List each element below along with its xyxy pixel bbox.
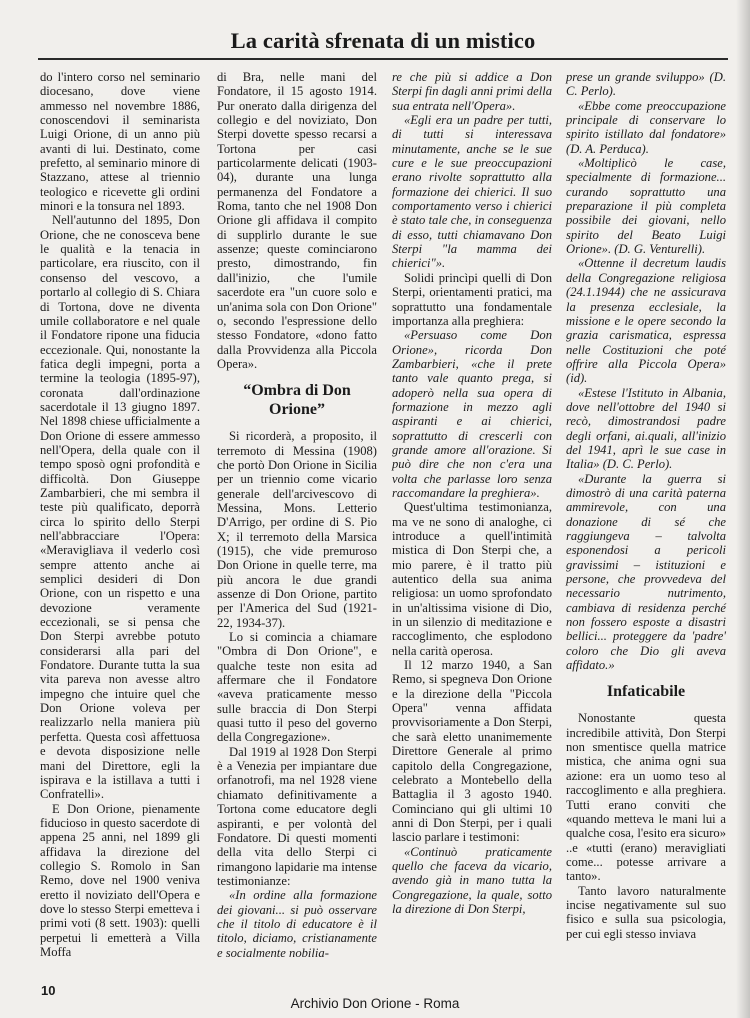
paragraph: do l'intero corso nel seminario diocesano, dove viene ammesso nel novembre 1886, conoscendovi il seminarista Luigi Orione, di un anno più avanti di lui. Destinato, come prefetto, al seminario minore di Stazzano, attese al triennio teologico e ricevette gli ordini minori e la tonsura nel 1893. <box>40 70 200 214</box>
quote-paragraph: prese un grande sviluppo» (D. C. Perlo). <box>566 70 726 99</box>
page-title: La carità sfrenata di un mistico <box>230 28 536 53</box>
paragraph: E Don Orione, pienamente fiducioso in questo sacerdote di appena 25 anni, nel 1899 gli affidava la direzione del collegio S. Romolo in San Remo, dove nel 1900 veniva eretto il noviziato dell'Opera e dove lo stesso Sterpi emetteva i primi voti (8 sett. 1903): quelli perpetui li emetterà a Villa Moffa <box>40 801 200 959</box>
quote-paragraph: «Ebbe come preoccupazione principale di conservare lo spirito istillato dal fondatore» (D. A. Perduca). <box>566 98 726 156</box>
paragraph: Tanto lavoro naturalmente incise negativamente sul suo fisico e sulla sua psicologia, per cui egli stesso inviava <box>566 883 726 941</box>
quote-paragraph: re che più si addice a Don Sterpi fin dagli anni primi della sua entrata nell'Opera». <box>392 70 552 113</box>
quote-paragraph: «Estese l'Istituto in Albania, dove nell'ottobre del 1940 si recò, dimostrandosi padre degli orfani, ai.quali, all'inizio del 1941, aprì le sue case in Italia» (D. C. Perlo). <box>566 385 726 472</box>
text-column-4 <box>566 70 726 941</box>
section-heading: Infaticabile <box>606 683 686 701</box>
paragraph: Dal 1919 al 1928 Don Sterpi è a Venezia per impiantare due orfanotrofi, ma nel 1928 viene chiamato definitivamente a Tortona come educatore degli aspiranti, e per volontà del Fondatore. Di questi momenti della vita dello Sterpi ci rimangono lapidarie ma intense testimonianze: <box>217 744 377 888</box>
quote-paragraph: «Egli era un padre per tutti, di tutti si interessava minutamente, anche se le sue cure e le sue preoccupazioni erano rivolte soprattutto alla formazione dei chierici. Il suo comportamento verso i chierici è stato tale che, in conseguenza di esso, tutti chiamavano Don Sterpi "la mamma dei chierici"». <box>392 113 552 271</box>
paragraph: Si ricorderà, a proposito, il terremoto di Messina (1908) che portò Don Orione in Sicilia per un triennio come vicario generale dell'arcivescovo di Messina, Mons. Letterio D'Arrigo, per ordine di S. Pio X; il terremoto della Marsica (1915), che vide premuroso Don Orione in quelle terre, ma più ancora le due grandi assenze di Don Orione, partito per l'America del Sud (1921-22, 1934-37). <box>217 429 377 630</box>
text-column-2 <box>217 70 377 960</box>
paragraph: Il 12 marzo 1940, a San Remo, si spegneva Don Orione e la direzione della "Piccola Opera" venna affidata provvisoriamente a Don Sterpi, che sarà eletto unanimemente Direttore Generale al primo capitolo della Congregazione, celebrato a Montebello della Battaglia il 3 agosto 1940. Cominciano qui gli ultimi 10 anni di Don Sterpi, per i quali lascio parlare i testimoni: <box>392 658 552 845</box>
header-rule <box>38 58 728 60</box>
page-header <box>38 22 728 60</box>
quote-paragraph: «Ottenne il decretum laudis della Congregazione religiosa (24.1.1944) che ne assicurava la presenza ecclesiale, la missione e le opere secondo la grazia carismatica, espressa nelle Costituzioni che poté offrire alla Piccola Opera» (id). <box>566 256 726 386</box>
paragraph: Quest'ultima testimonianza, ma ve ne sono di analoghe, ci introduce a quell'intimità mistica di Don Sterpi che, a mio parere, è il tratto più autentico della sua anima religiosa: un uomo sprofondato in un'altissima visione di Dio, in un silenzio di meditazione e raccoglimento, che esplodono nella carità operosa. <box>392 500 552 658</box>
paragraph: Nonostante questa incredibile attività, Don Sterpi non smentisce quella matrice mistica, che anima ogni sua azione: era un uomo teso al raccoglimento e alla preghiera. Tutti erano conviti che «quando metteva le mani lui a qualche cosa, l'esito era sicuro» ..e «tutti (erano) meravigliati come... potesse arrivare a tanto». <box>566 711 726 884</box>
paragraph: Solidi princìpi quelli di Don Sterpi, orientamenti pratici, ma soprattutto una fondamentale importanza alla preghiera: <box>392 270 552 328</box>
paragraph: di Bra, nelle mani del Fondatore, il 15 agosto 1914. Pur onerato dalla dirigenza del collegio e del noviziato, Don Sterpi dovette spesso recarsi a Tortona per casi particolarmente delicati (1903-04), durante una lunga permanenza del Fondatore a Roma, tanto che nel 1908 Don Orione gli affidava il compito di supplirlo durante le sue assenze; queste cominciarono presto, dimostrando, fin dall'inizio, che l'umile sacerdote era "un cuore solo e un'anima sola con Don Orione" o, secondo l'espressione dello stesso Fondatore, «dono fatto dalla Provvidenza alla Piccola Opera». <box>217 70 377 371</box>
paragraph: Nell'autunno del 1895, Don Orione, che ne conosceva bene le qualità e la tenacia in particolare, era riuscito, con il consenso del vescovo, a portarlo al collegio di S. Chiara di Tortona, dove ne diventa umile collaboratore e nel quale il Fondatore ripone una fiducia eccezionale. Qui, nonostante la fatica degli impegni, porta a termine la teologia (1895-97), coronata dall'ordinazione sacerdotale il 13 giugno 1897. Nel 1898 chiese ufficialmente a Don Orione di essere ammesso nell'Opera, della quale con il tempo sposò ogni profondità e difficoltà. Don Giuseppe Zambarbieri, che mi sembra il teste più qualificato, deporrà circa lo spirito dello Sterpi nell'abbracciare l'Opera: «Meravigliava il vederlo così sempre attento anche ai semplici desideri di Don Orione, con un rispetto e una devozione veramente eccezionali, se si pensa che Don Sterpi avrebbe potuto considerarsi alla pari del Fondatore. Durante tutta la sua vita pareva non avesse altro impegno che intuire quel che Don Orione voleva per realizzarlo nella maniera più perfetta. Questa così affettuosa e devota disposizione nelle mani del Direttore, egli la ispirava e la istillava a tutti i Confratelli». <box>40 213 200 802</box>
section-heading: “Ombra di Don Orione” <box>243 382 351 419</box>
quote-paragraph: «Durante la guerra si dimostrò di una carità paterna ammirevole, con una donazione di sé che raggiungeva – talvolta esponendosi a pericoli gravissimi – istituzioni e persone, che provvedeva del necessario nutrimento, cambiava di residenza perché non fossero esposte a disastri bellici... proteggere da 'padre' coloro che Dio gli aveva affidato.» <box>566 471 726 673</box>
quote-paragraph: «In ordine alla formazione dei giovani... si può osservare che il titolo di educatore è il titolo, diciamo, cristianamente e socialmente nobilia- <box>217 888 377 960</box>
page-edge-shadow <box>736 0 750 1018</box>
archive-label: Archivio Don Orione - Roma <box>290 996 460 1011</box>
quote-paragraph: «Continuò praticamente quello che faceva da vicario, avendo già in mano tutta la Congregazione, la quale, sotto la direzione di Don Sterpi, <box>392 844 552 916</box>
quote-paragraph: «Persuaso come Don Orione», ricorda Don Zambarbieri, «che il prete tanto vale quanto prega, si adoperò nella sua opera di formazione in mezzo agli aspiranti e ai chierici, soprattutto di crescerli con grande amore all'orazione. Si può dire che non c'era una volta che parlasse loro senza raccomandare la preghiera». <box>392 328 552 500</box>
text-column-3 <box>392 70 552 916</box>
paragraph: Lo si comincia a chiamare "Ombra di Don Orione", e qualche teste non esita ad affermare che il Fondatore «aveva praticamente messo sulle braccia di Don Sterpi quasi tutto il peso del governo della Congregazione». <box>217 630 377 745</box>
page-number: 10 <box>41 983 56 998</box>
quote-paragraph: «Moltiplicò le case, specialmente di formazione... curando soprattutto una preparazione il più completa possibile dei giovani, nello spirito del Beato Luigi Orione». (D. G. Venturelli). <box>566 156 726 257</box>
text-column-1 <box>40 70 200 959</box>
